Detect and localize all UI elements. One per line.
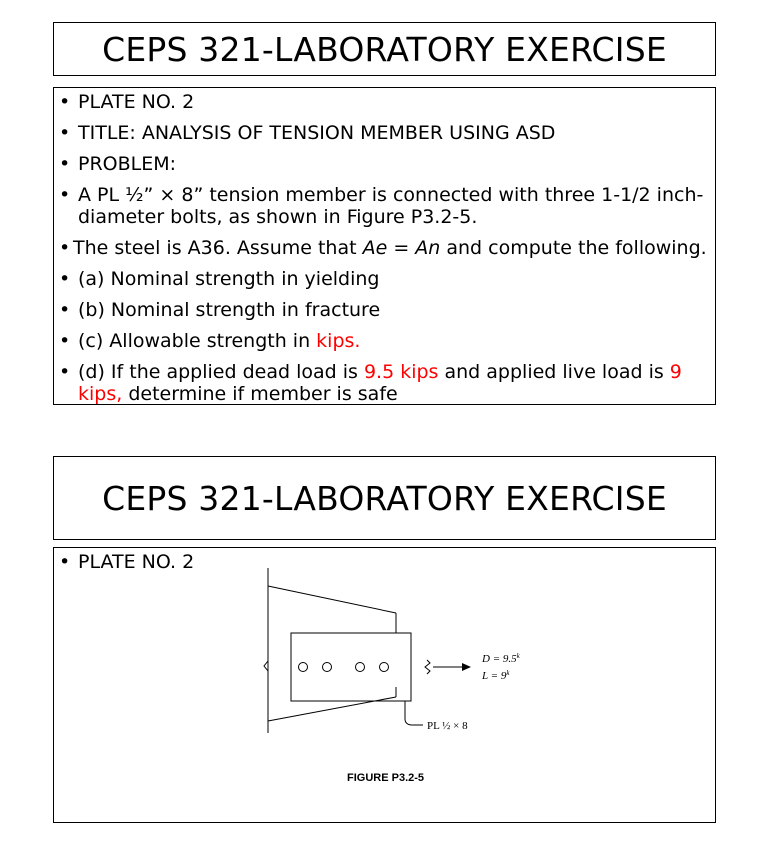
slide1-title-text: CEPS 321-LABORATORY EXERCISE [102,29,667,69]
plate-label: PL ½ × 8 [427,720,468,732]
slide2-content [53,547,716,823]
load-arrow-head [462,663,471,671]
bolt-2 [323,663,332,672]
dead-load-value: 9.5 kips [363,361,439,383]
plate-number: • PLATE NO. 2 [54,91,715,113]
break-mark-right [425,660,430,674]
part-d: • (d) If the applied dead load is 9.5 kips and applied live load is 9 kips, determine if member is safe [54,361,715,405]
part-c: • (c) Allowable strength in kips. [54,330,715,352]
tension-plate [291,633,411,701]
slide1-title [53,22,716,76]
problem-statement: • A PL ½” × 8” tension member is connected with three 1-1/2 inch-diameter bolts, as shown in Figure P3.2-5. [54,184,715,228]
live-load-value: 9 kips, [78,361,682,405]
gusset-top-line [268,586,396,613]
figure-caption: FIGURE P3.2-5 [347,772,425,784]
kips-unit: kips. [316,330,361,352]
exercise-title: • TITLE: ANALYSIS OF TENSION MEMBER USING ASD [54,122,715,144]
slide1-bullet-list [54,88,715,405]
slide2-title-text: CEPS 321-LABORATORY EXERCISE [102,478,667,518]
break-mark-left [264,661,268,671]
slide2-title [53,456,716,540]
part-a: • (a) Nominal strength in yielding [54,268,715,290]
bolt-4 [380,663,389,672]
ae-symbol: Ae [362,237,388,259]
steel-assumption: • The steel is A36. Assume that Ae = An and compute the following. [54,237,715,259]
plate-label-leader [405,701,423,725]
bolt-1 [299,663,308,672]
dead-load-label: $D = 9.5^k$ [482,652,520,665]
figure-p3-2-5 [259,563,519,793]
live-load-label: $L = 9^k$ [482,669,510,682]
bolt-3 [356,663,365,672]
part-b: • (b) Nominal strength in fracture [54,299,715,321]
slide1-content [53,87,716,405]
an-symbol: An [415,237,441,259]
plate-number-2: • PLATE NO. 2 [54,551,715,573]
problem-heading: • PROBLEM: [54,153,715,175]
